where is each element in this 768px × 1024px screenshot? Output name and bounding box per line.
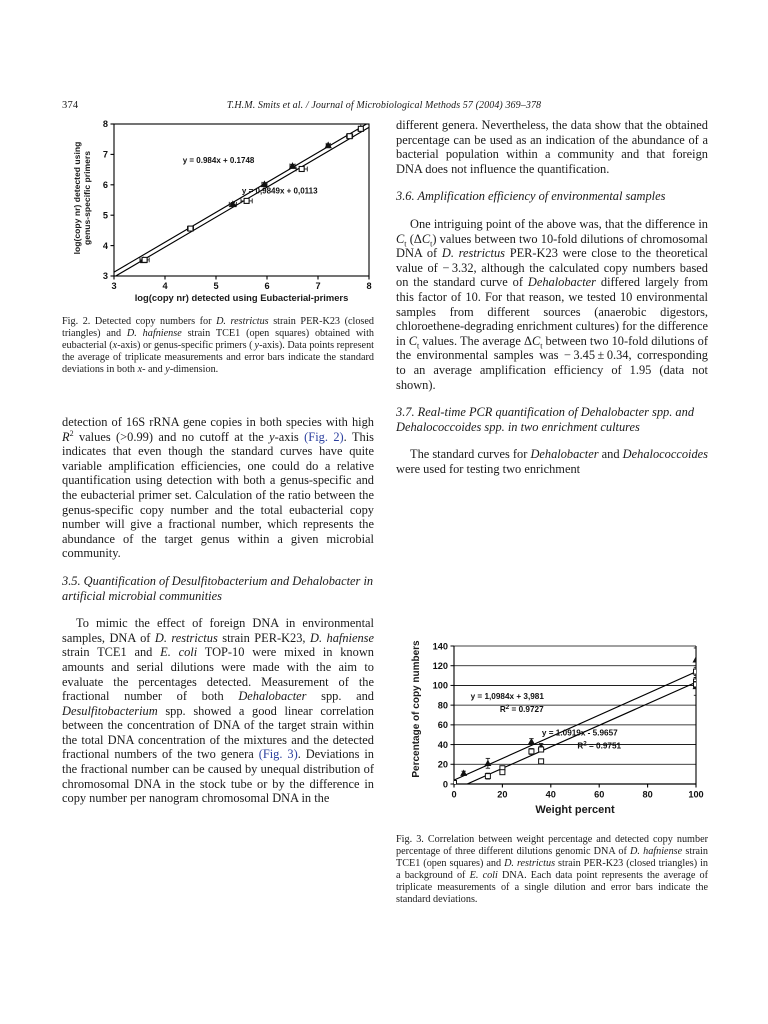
- figure-2-caption: Fig. 2. Detected copy numbers for D. restrictus strain PER-K23 (closed triangles) and D. hafniense strain TCE1 (open squares) obtained with eubacterial (x-axis) or genus-specific primers ( y-axis). Data points represent the average of triplicate measurements and error bars indicate the standard deviations in both x- and y-dimension.: [62, 316, 375, 376]
- svg-text:40: 40: [437, 739, 448, 750]
- svg-text:20: 20: [497, 789, 508, 800]
- svg-text:8: 8: [102, 119, 108, 130]
- svg-text:3: 3: [102, 271, 108, 282]
- section-heading-3-5: 3.5. Quantification of Desulfitobacterium and Dehalobacter in artificial microbial communities: [62, 573, 374, 603]
- running-head: [62, 100, 706, 114]
- svg-text:80: 80: [642, 789, 653, 800]
- svg-text:60: 60: [437, 720, 448, 731]
- right-text-column: [396, 118, 708, 476]
- journal-citation: T.H.M. Smits et al. / Journal of Microbiological Methods 57 (2004) 369–378: [226, 100, 542, 111]
- figure-2-x-axis-label: log(copy nr) detected using Eubacterial-primers: [134, 292, 349, 303]
- figure-3-plot: [396, 632, 708, 824]
- page-folio: 374: [62, 100, 79, 111]
- figure-3-x-axis-label: Weight percent: [535, 804, 615, 816]
- svg-text:y = 0.984x + 0.1748: y = 0.984x + 0.1748: [182, 155, 255, 165]
- svg-text:60: 60: [594, 789, 605, 800]
- svg-text:5: 5: [102, 210, 108, 221]
- svg-text:4: 4: [102, 240, 108, 251]
- svg-text:5: 5: [213, 281, 219, 291]
- svg-text:4: 4: [162, 281, 168, 291]
- right-paragraph-2: One intriguing point of the above was, that the difference in $C_t$ $(\Delta C_t)$ values between two 10-fold dilutions of chromosomal DNA of D. restrictus PER-K23 were close to the theoretical value of − 3.32, although the calculated copy numbers based on the standard curve of Dehalobacter differed largely from this factor of 10. For that reason, we tested 10 environmental samples from different sources (anaerobic digestors, chloroethene-degrading enrichment cultures) for the difference in $C_t$ values. The average $\Delta C_t$ between two 10-fold dilutions of the environmental samples was − 3.45 ± 0.34, corresponding to an average amplification efficiency of 1.95 (data not shown).: [396, 216, 708, 392]
- figure-2: [62, 118, 374, 376]
- svg-text:y = 1,0984x + 3,981: y = 1,0984x + 3,981: [470, 692, 544, 702]
- svg-text:80: 80: [437, 700, 448, 711]
- svg-text:0: 0: [442, 779, 448, 790]
- svg-text:6: 6: [102, 180, 108, 190]
- section-heading-3-6: 3.6. Amplification efficiency of environmental samples: [396, 189, 666, 204]
- figure-3-caption: Fig. 3. Correlation between weight percentage and detected copy number percentage of three different dilutions genomic DNA of D. hafniense strain TCE1 (open squares) and D. restrictus strain PER-K23 (closed triangles) in a background of E. coli DNA. Each data point represents the average of triplicate measurements of a single dilution and error bars indicate the standard deviations.: [396, 834, 708, 906]
- svg-text:120: 120: [432, 661, 448, 672]
- figure-3-y-axis-label: Percentage of copy numbers: [411, 640, 422, 778]
- right-paragraph-1: different genera. Nevertheless, the data show that the obtained percentage can be used as an indication of the abundance of a bacterial population within a community and that foreign DNA does not influence the quantification.: [396, 118, 708, 176]
- svg-text:6: 6: [264, 281, 270, 291]
- svg-text:100: 100: [432, 680, 448, 691]
- svg-text:8: 8: [366, 281, 372, 291]
- svg-text:R2 = 0.9751: $R^2 = 0.9751$: [577, 740, 622, 751]
- svg-text:7: 7: [315, 281, 321, 291]
- figure-3-svg: [396, 632, 708, 824]
- svg-text:y = 1.0919x - 5.9657: y = 1.0919x - 5.9657: [541, 728, 618, 738]
- svg-text:3: 3: [111, 281, 117, 291]
- left-paragraph-1: detection of 16S rRNA gene copies in both species with high $R^2$ values (>0.99) and no cutoff at the y-axis (Fig. 2). This indicates that even though the standard curves have quite variable amplification efficiencies, one could do a relative quantification using detection with both a genus-specific and the eubacterial primer set. Calculation of the ratio between the genus-specific copy number and the total eubacterial copy number will give a fractional number, which represents the abundance of the target genus within a given microbial community.: [62, 415, 374, 561]
- svg-text:40: 40: [545, 789, 556, 800]
- svg-text:100: 100: [688, 789, 704, 800]
- left-text-column: [62, 415, 374, 806]
- figure-3: [396, 632, 708, 907]
- svg-text:R2 = 0.9727: $R^2 = 0.9727$: [499, 704, 544, 715]
- svg-text:0: 0: [451, 789, 457, 800]
- svg-text:y = 0,9849x + 0,0113: y = 0,9849x + 0,0113: [241, 186, 318, 196]
- section-heading-3-7: 3.7. Real-time PCR quantification of Dehalobacter spp. and Dehalococcoides spp. in two enrichment cultures: [396, 405, 695, 434]
- svg-text:20: 20: [437, 759, 448, 770]
- svg-text:7: 7: [102, 149, 108, 160]
- figure-2-plot: [62, 118, 374, 308]
- left-paragraph-2: To mimic the effect of foreign DNA in environmental samples, DNA of D. restrictus strain PER-K23, D. hafniense strain TCE1 and E. coli TOP-10 were mixed in known amounts and serial dilutions were made with the aim to evaluate the percentages detected. Measurement of the fractional number of both Dehalobacter spp. and Desulfitobacterium spp. showed a good linear correlation between the concentration of DNA of the target strain within the total DNA concentration of the mixtures and the detected fractional numbers of the two genera (Fig. 3). Deviations in the fractional number can be caused by unequal distribution of chromosomal DNA in the stock tube or by the difference in copy number per nanogram chromosomal DNA in the: [62, 616, 374, 806]
- figure-2-y-axis-label: log(copy nr) detected using genus-specific primers: [72, 141, 92, 255]
- right-paragraph-3: The standard curves for Dehalobacter and Dehalococcoides were used for testing two enrichment: [396, 447, 708, 476]
- svg-text:140: 140: [432, 641, 448, 652]
- figure-2-svg: [62, 118, 374, 308]
